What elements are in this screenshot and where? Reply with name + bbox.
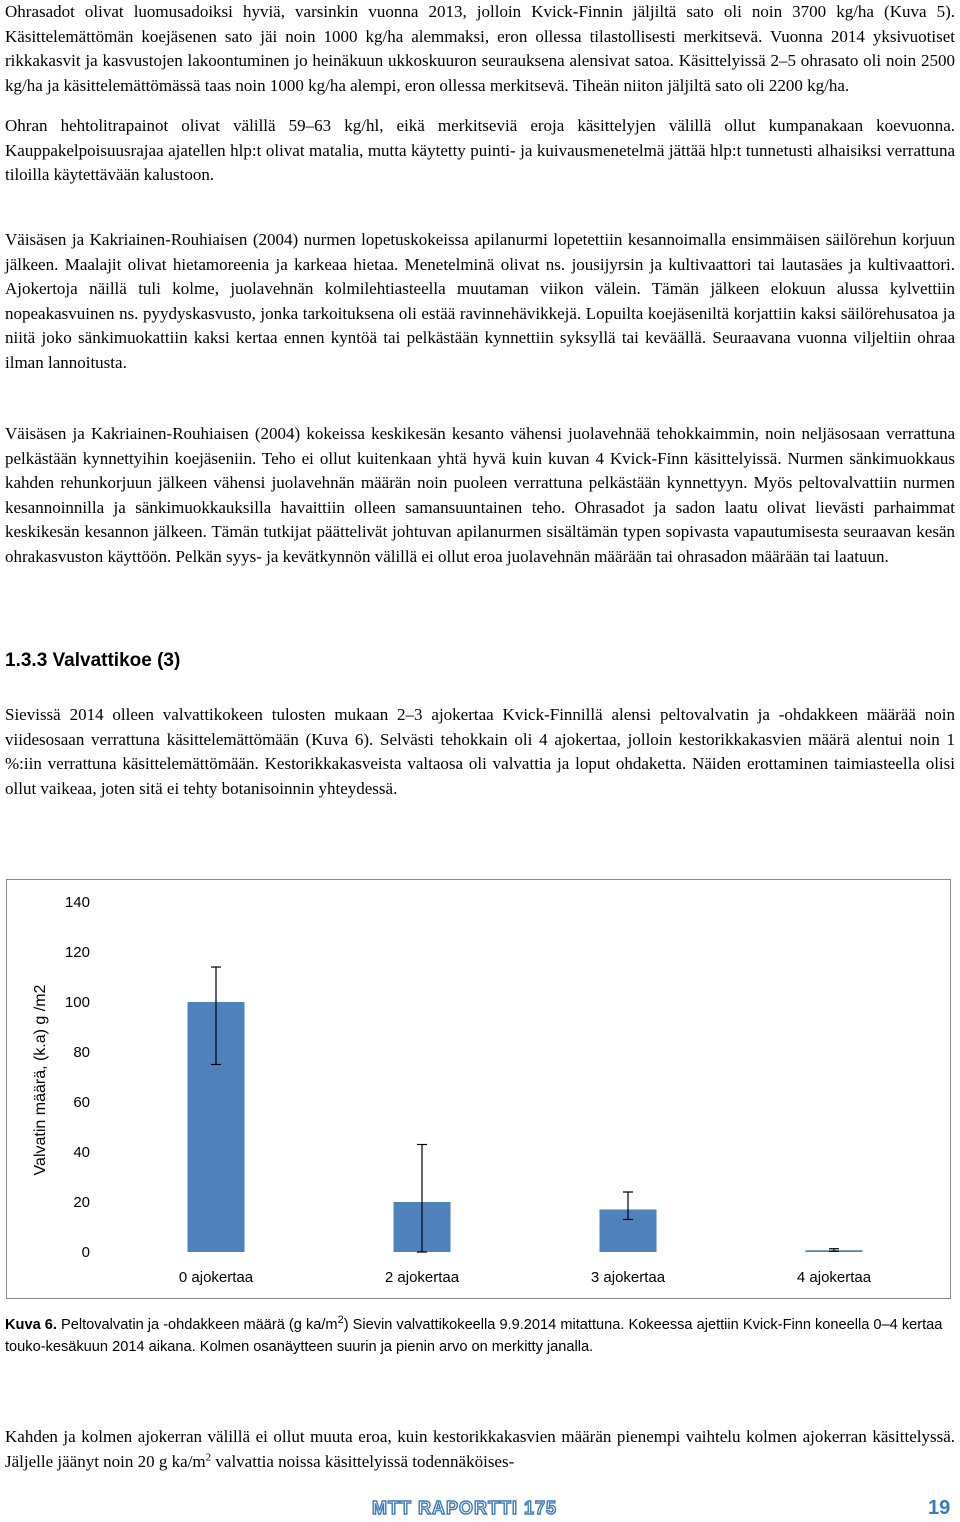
paragraph-run-comparison-text-2: valvattia noissa käsittelyissä todennäköises-	[211, 1451, 515, 1471]
x-category-label: 4 ajokertaa	[796, 1269, 872, 1286]
paragraph-couch-grass-results: Väisäsen ja Kakriainen-Rouhiaisen (2004) kokeissa keskikesän kesanto vähensi juolavehnää tehokkaimmin, noin neljäsosaan verrattuna pelkästään kynnettyihin koejäseniin. Teho ei ollut kuitenkaan yhtä hyvä kuin kuvan 4 Kvick-Finn käsittelyissä. Nurmen sänkimuokkaus kahden rehunkorjuun jälkeen vähensi juolavehnän määrän noin puoleen verrattuna pelkästään kynnettyyn. Myös peltovalvattiin nurmen kesannoinnilla ja sänkimuokkauksilla havaittiin olleen samansuuntainen teho. Ohrasadot ja sadon laatu olivat lievästi parhaimmat keskikesän kesannon jälkeen. Tämän tutkijat päättelivät johtuvan apilanurmen sisältämän typen sopivasta vapautumisesta seuraavan kesän ohrakasvuston käyttöön. Pelkän syys- ja kevätkynnön välillä ei ollut eroa juolavehnän määrään tai ohrasadon määrään tai laatuun.	[5, 424, 955, 566]
caption-superscript: 2	[337, 1314, 344, 1327]
paragraph-hectoliter-weights: Ohran hehtolitrapainot olivat välillä 59–63 kg/hl, eikä merkitseviä eroja käsittelyjen välillä ollut kumpanakaan koevuonna. Kauppakelpoisuusrajaa ajatellen hlp:t olivat matalia, mutta käytetty puinti- ja kuivausmenetelmä jättää hlp:t tunnetusti alhaisiksi verrattuna tiloilla käytettävään kalustoon.	[5, 116, 955, 185]
paragraph-run-comparison-text-1: Kahden ja kolmen ajokerran välillä ei ollut muuta eroa, kuin kestorikkakasvien määrän pienempi vaihtelu kolmen ajokerran käsittelyssä. Jäljelle jäänyt noin 20 g ka/m	[5, 1427, 955, 1471]
paragraph-barley-yields: Ohrasadot olivat luomusadoiksi hyviä, varsinkin vuonna 2013, jolloin Kvick-Finnin jäljiltä sato oli noin 3700 kg/ha (Kuva 5). Käsittelemättömän koejäsenen sato jäi noin 1000 kg/ha alemmaksi, eron ollessa tilastollisesti merkitsevä. Vuonna 2014 yksivuotiset rikkakasvit ja kasvustojen lakoontuminen jo heinäkuun ukkoskuuron seurauksena alensivat satoa. Käsittelyissä 2–5 ohrasato oli noin 2500 kg/ha ja käsittelemättömässä taas noin 1000 kg/ha alempi, eron ollessa merkitsevä. Tiheän niiton jäljiltä sato oli 2200 kg/ha.	[5, 2, 955, 95]
bar-chart-figure-6	[6, 879, 951, 1299]
chart-canvas	[7, 880, 950, 1298]
figure-caption	[5, 1314, 955, 1358]
x-category-label: 2 ajokertaa	[384, 1269, 460, 1286]
x-category-label: 0 ajokertaa	[178, 1269, 254, 1286]
page-number: 19	[928, 1497, 951, 1519]
y-tick-label: 60	[73, 1094, 90, 1111]
footer-brand: MTT RAPORTTI 175	[372, 1498, 558, 1518]
caption-label: Kuva 6.	[5, 1317, 57, 1333]
y-tick-label: 40	[73, 1144, 90, 1161]
y-tick-label: 0	[81, 1244, 90, 1261]
y-tick-label: 140	[64, 894, 90, 911]
x-category-label: 3 ajokertaa	[590, 1269, 666, 1286]
caption-text-2: ) Sievin valvattikokeella 9.9.2014 mitattuna. Kokeessa ajettiin Kvick-Finn koneella 0–4 kertaa touko-kesäkuun 2014 aikana. Kolmen osanäytteen suurin ja pienin arvo on merkitty janalla.	[5, 1317, 943, 1355]
section-heading: 1.3.3 Valvattikoe (3)	[5, 650, 181, 671]
y-tick-label: 120	[64, 944, 90, 961]
paragraph-run-comparison	[5, 1425, 955, 1474]
caption-text-1: Peltovalvatin ja -ohdakkeen määrä (g ka/m	[56, 1317, 338, 1333]
y-tick-label: 80	[73, 1044, 90, 1061]
y-tick-label: 100	[64, 994, 90, 1011]
paragraph-ley-termination-trials: Väisäsen ja Kakriainen-Rouhiaisen (2004) nurmen lopetuskokeissa apilanurmi lopetettiin kesannoimalla ensimmäisen säilörehun korjuun jälkeen. Maalajit olivat hietamoreenia ja karkeaa hietaa. Menetelminä olivat ns. jousijyrsin ja kultivaattori tai lautasäes ja kultivaattori. Ajokertoja näillä tuli kolme, juolavehnän kolmilehtiasteella muutaman viikon välein. Tämän jälkeen elokuun alussa kylvettiin nopeakasvuinen ns. pyydyskasvusto, jonka tarkoituksena oli estää ravinnehävikkejä. Lopuilta koejäseniltä korjattiin kaksi säilörehusatoa ja niitä joko sänkimuokattiin kaksi kertaa ennen kyntöä tai pelkästään kynnettiin syksyllä tai keväällä. Seuraavana vuonna viljeltiin ohraa ilman lannoitusta.	[5, 230, 955, 372]
y-axis-title: Valvatin määrä, (k.a) g /m2	[32, 984, 49, 1176]
paragraph-sow-thistle-trial: Sievissä 2014 olleen valvattikokeen tulosten mukaan 2–3 ajokertaa Kvick-Finnillä alensi peltovalvatin ja -ohdakkeen määrää noin viidesosaan verrattuna käsittelemättömään (Kuva 6). Selvästi tehokkain oli 4 ajokertaa, jolloin kestorikkakasvien määrä alentui noin 1 %:iin verrattuna käsittelemättömään. Kestorikkakasveista valtaosa oli valvattia ja loput ohdaketta. Näiden erottaminen taimiasteella olisi ollut vaikeaa, joten sitä ei tehty botanisoinnin yhteydessä.	[5, 705, 955, 798]
paragraph-run-comparison-superscript: 2	[205, 1450, 212, 1463]
y-tick-label: 20	[73, 1194, 90, 1211]
